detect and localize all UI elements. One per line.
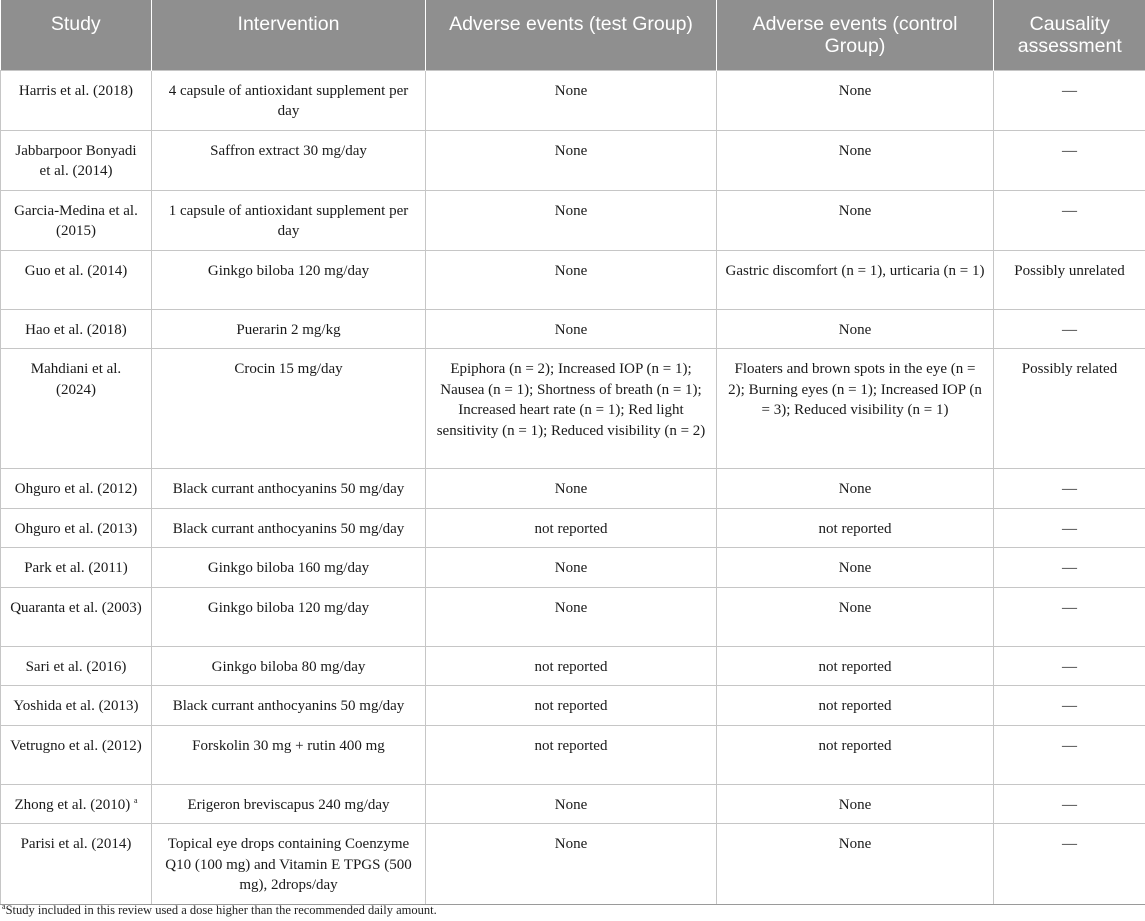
cell-control-events: None: [717, 190, 994, 250]
header-intervention: Intervention: [152, 0, 426, 70]
cell-control-events: None: [717, 784, 994, 824]
cell-causality: —: [994, 686, 1145, 726]
cell-intervention: Ginkgo biloba 120 mg/day: [152, 587, 426, 646]
cell-intervention: Ginkgo biloba 80 mg/day: [152, 646, 426, 686]
cell-intervention: Forskolin 30 mg + rutin 400 mg: [152, 725, 426, 784]
cell-control-events: not reported: [717, 725, 994, 784]
cell-test-events: None: [426, 130, 717, 190]
table-row: [1, 130, 1145, 190]
cell-intervention: Topical eye drops containing Coenzyme Q10 (100 mg) and Vitamin E TPGS (500 mg), 2drops/day: [152, 824, 426, 905]
table-row: [1, 725, 1145, 784]
cell-test-events: None: [426, 548, 717, 588]
table-row: [1, 250, 1145, 309]
table-row: [1, 784, 1145, 824]
cell-test-events: None: [426, 824, 717, 905]
cell-control-events: None: [717, 587, 994, 646]
cell-causality: —: [994, 309, 1145, 349]
cell-intervention: 4 capsule of antioxidant supplement per day: [152, 70, 426, 130]
cell-control-events: None: [717, 130, 994, 190]
cell-causality: —: [994, 548, 1145, 588]
cell-test-events: not reported: [426, 508, 717, 548]
cell-study: Ohguro et al. (2012): [1, 469, 152, 509]
cell-intervention: Black currant anthocyanins 50 mg/day: [152, 508, 426, 548]
cell-study: Guo et al. (2014): [1, 250, 152, 309]
table-row: [1, 686, 1145, 726]
cell-control-events: None: [717, 469, 994, 509]
cell-intervention: Ginkgo biloba 160 mg/day: [152, 548, 426, 588]
cell-causality: —: [994, 190, 1145, 250]
cell-study: Sari et al. (2016): [1, 646, 152, 686]
cell-study: Parisi et al. (2014): [1, 824, 152, 905]
cell-control-events: not reported: [717, 686, 994, 726]
cell-control-events: not reported: [717, 646, 994, 686]
cell-study: Garcia-Medina et al. (2015): [1, 190, 152, 250]
cell-causality: —: [994, 784, 1145, 824]
cell-causality: —: [994, 508, 1145, 548]
cell-control-events: None: [717, 309, 994, 349]
table-row: [1, 349, 1145, 469]
cell-causality: —: [994, 469, 1145, 509]
cell-control-events: None: [717, 548, 994, 588]
cell-study: Ohguro et al. (2013): [1, 508, 152, 548]
table-row: [1, 587, 1145, 646]
cell-test-events: Epiphora (n = 2); Increased IOP (n = 1); Nausea (n = 1); Shortness of breath (n = 1); Increased heart rate (n = 1); Red light sensitivity (n = 1); Reduced visibility (n = 2): [426, 349, 717, 469]
table-row: [1, 309, 1145, 349]
header-adverse-events-control: Adverse events (control Group): [717, 0, 994, 70]
table-row: [1, 508, 1145, 548]
cell-study: Vetrugno et al. (2012): [1, 725, 152, 784]
cell-test-events: None: [426, 309, 717, 349]
cell-test-events: None: [426, 587, 717, 646]
cell-intervention: Black currant anthocyanins 50 mg/day: [152, 469, 426, 509]
table-header-row: [1, 0, 1145, 70]
cell-causality: —: [994, 725, 1145, 784]
table-footnote: [2, 903, 437, 918]
cell-intervention: Crocin 15 mg/day: [152, 349, 426, 469]
table-row: [1, 190, 1145, 250]
cell-study: Quaranta et al. (2003): [1, 587, 152, 646]
study-name: Zhong et al. (2010): [14, 796, 131, 813]
cell-study: Hao et al. (2018): [1, 309, 152, 349]
table-row: [1, 70, 1145, 130]
cell-study: Jabbarpoor Bonyadi et al. (2014): [1, 130, 152, 190]
cell-control-events: None: [717, 824, 994, 905]
cell-study: Park et al. (2011): [1, 548, 152, 588]
cell-test-events: not reported: [426, 725, 717, 784]
cell-intervention: Black currant anthocyanins 50 mg/day: [152, 686, 426, 726]
table-row: [1, 469, 1145, 509]
footnote-text: Study included in this review used a dose higher than the recommended daily amount.: [5, 903, 437, 917]
cell-causality: —: [994, 587, 1145, 646]
table-row: [1, 824, 1145, 905]
cell-intervention: 1 capsule of antioxidant supplement per day: [152, 190, 426, 250]
cell-causality: —: [994, 70, 1145, 130]
cell-causality: —: [994, 130, 1145, 190]
cell-study: Harris et al. (2018): [1, 70, 152, 130]
table-row: [1, 548, 1145, 588]
cell-control-events: None: [717, 70, 994, 130]
cell-test-events: None: [426, 469, 717, 509]
cell-control-events: not reported: [717, 508, 994, 548]
cell-intervention: Erigeron breviscapus 240 mg/day: [152, 784, 426, 824]
header-causality: Causality assessment: [994, 0, 1145, 70]
cell-study: [1, 784, 152, 824]
cell-study: Mahdiani et al. (2024): [1, 349, 152, 469]
cell-causality: Possibly related: [994, 349, 1145, 469]
cell-test-events: None: [426, 190, 717, 250]
cell-intervention: Ginkgo biloba 120 mg/day: [152, 250, 426, 309]
cell-test-events: not reported: [426, 686, 717, 726]
footnote-marker: a: [134, 795, 138, 805]
cell-test-events: None: [426, 70, 717, 130]
table-row: [1, 646, 1145, 686]
footnote-mark: a: [2, 901, 6, 911]
cell-control-events: Gastric discomfort (n = 1), urticaria (n = 1): [717, 250, 994, 309]
header-adverse-events-test: Adverse events (test Group): [426, 0, 717, 70]
cell-control-events: Floaters and brown spots in the eye (n = 2); Burning eyes (n = 1); Increased IOP (n = 3); Reduced visibility (n = 1): [717, 349, 994, 469]
cell-causality: —: [994, 824, 1145, 905]
cell-study: Yoshida et al. (2013): [1, 686, 152, 726]
cell-causality: —: [994, 646, 1145, 686]
cell-causality: Possibly unrelated: [994, 250, 1145, 309]
cell-test-events: None: [426, 784, 717, 824]
header-study: Study: [1, 0, 152, 70]
cell-test-events: None: [426, 250, 717, 309]
cell-test-events: not reported: [426, 646, 717, 686]
cell-intervention: Saffron extract 30 mg/day: [152, 130, 426, 190]
cell-intervention: Puerarin 2 mg/kg: [152, 309, 426, 349]
